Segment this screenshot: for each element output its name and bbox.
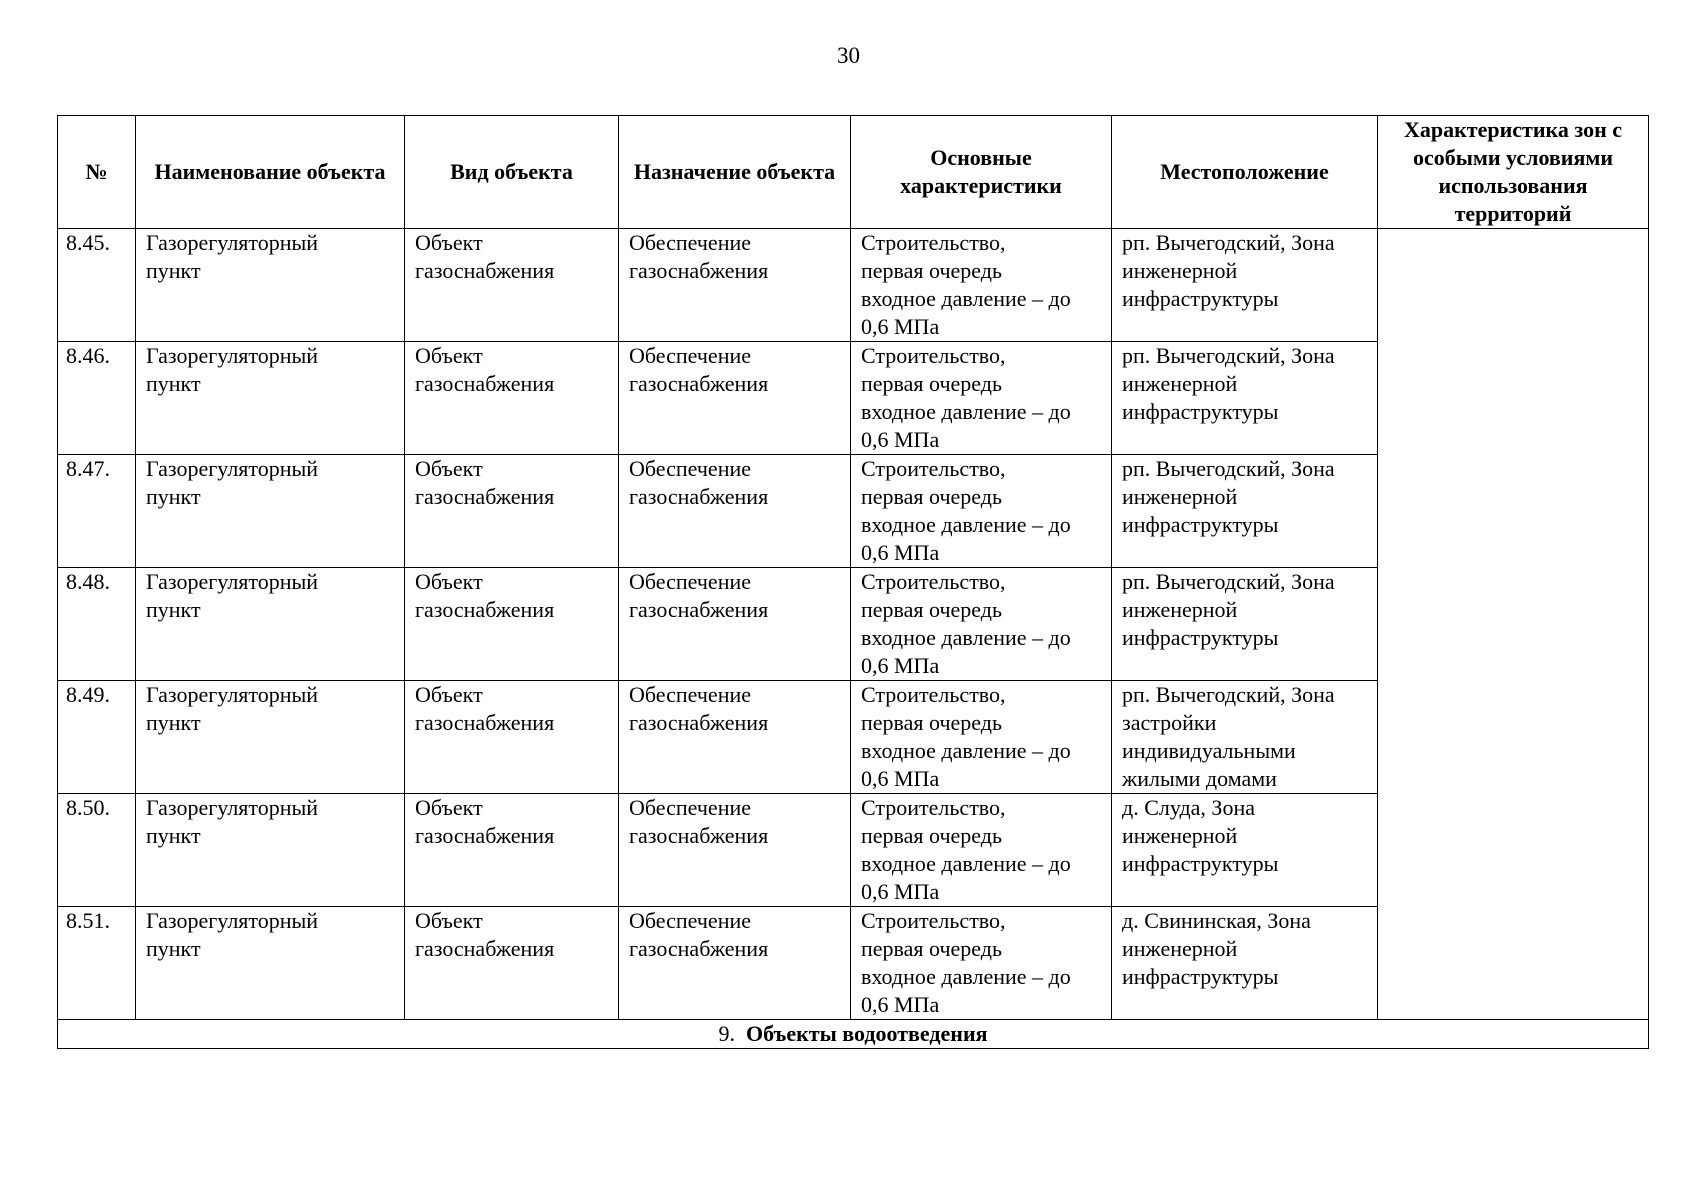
cell-name [136,455,405,568]
cell-line: газоснабжения [629,258,769,283]
cell-line: Строительство, [861,230,1006,255]
cell-line: газоснабжения [629,823,769,848]
cell-line: инфраструктуры [1122,625,1279,650]
cell-line: инфраструктуры [1122,851,1279,876]
cell-line: Газорегуляторный [146,230,319,255]
cell-name [136,568,405,681]
cell-line: инженерной [1122,823,1238,848]
cell-line: газоснабжения [629,371,769,396]
cell-name [136,342,405,455]
cell-line: инженерной [1122,597,1238,622]
cell-type [405,681,619,794]
cell-line: первая очередь [861,823,1002,848]
cell-line: первая очередь [861,936,1002,961]
cell-line: Газорегуляторный [146,682,319,707]
cell-location [1112,907,1378,1020]
cell-line: 0,6 МПа [861,540,940,565]
cell-line: Строительство, [861,456,1006,481]
row-number: 8.51. [58,907,136,1020]
cell-line: газоснабжения [415,484,555,509]
cell-line: пункт [146,936,201,961]
cell-type [405,342,619,455]
cell-line: первая очередь [861,484,1002,509]
cell-line: инфраструктуры [1122,286,1279,311]
cell-purpose [619,342,851,455]
cell-line: пункт [146,371,201,396]
cell-line: инженерной [1122,936,1238,961]
cell-characteristics [851,229,1112,342]
section-row [58,1020,1649,1049]
cell-line: Объект [415,795,483,820]
cell-line: Обеспечение [629,569,751,594]
cell-line: рп. Вычегодский, Зона [1122,456,1335,481]
cell-line: Обеспечение [629,230,751,255]
cell-type [405,794,619,907]
cell-line: рп. Вычегодский, Зона [1122,343,1335,368]
cell-line: Газорегуляторный [146,456,319,481]
cell-line: инфраструктуры [1122,399,1279,424]
header-zones: Характеристика зон с особыми условиями использования территорий [1378,116,1649,229]
cell-line: Обеспечение [629,682,751,707]
cell-line: пункт [146,823,201,848]
cell-characteristics [851,455,1112,568]
cell-line: Объект [415,343,483,368]
header-location: Местоположение [1112,116,1378,229]
cell-location [1112,794,1378,907]
header-purpose: Назначение объекта [619,116,851,229]
cell-line: газоснабжения [415,371,555,396]
cell-name [136,229,405,342]
cell-line: пункт [146,258,201,283]
cell-line: д. Свининская, Зона [1122,908,1311,933]
cell-line: Объект [415,569,483,594]
row-number: 8.48. [58,568,136,681]
header-num: № [58,116,136,229]
cell-line: инфраструктуры [1122,964,1279,989]
cell-purpose [619,794,851,907]
cell-line: Обеспечение [629,456,751,481]
cell-line: индивидуальными [1122,738,1296,763]
cell-line: первая очередь [861,597,1002,622]
cell-line: 0,6 МПа [861,879,940,904]
cell-line: входное давление – до [861,625,1071,650]
cell-line: Газорегуляторный [146,343,319,368]
cell-line: инженерной [1122,484,1238,509]
cell-line: первая очередь [861,371,1002,396]
cell-line: газоснабжения [415,823,555,848]
cell-line: газоснабжения [415,597,555,622]
cell-location [1112,455,1378,568]
table-row [58,229,1649,342]
cell-line: Строительство, [861,795,1006,820]
cell-line: Объект [415,230,483,255]
cell-name [136,794,405,907]
cell-line: Газорегуляторный [146,569,319,594]
cell-line: входное давление – до [861,286,1071,311]
cell-line: газоснабжения [629,484,769,509]
section-title: Объекты водоотведения [745,1021,988,1046]
cell-line: Обеспечение [629,795,751,820]
cell-line: 0,6 МПа [861,427,940,452]
cell-line: инфраструктуры [1122,512,1279,537]
cell-zones [1378,229,1649,1020]
cell-purpose [619,568,851,681]
cell-characteristics [851,568,1112,681]
cell-line: пункт [146,484,201,509]
cell-line: рп. Вычегодский, Зона [1122,682,1335,707]
cell-line: Обеспечение [629,908,751,933]
cell-line: первая очередь [861,258,1002,283]
cell-purpose [619,907,851,1020]
cell-line: инженерной [1122,258,1238,283]
cell-name [136,907,405,1020]
cell-line: газоснабжения [629,597,769,622]
cell-line: входное давление – до [861,964,1071,989]
row-number: 8.47. [58,455,136,568]
cell-line: 0,6 МПа [861,766,940,791]
cell-line: Объект [415,908,483,933]
cell-characteristics [851,907,1112,1020]
section-heading [58,1020,1649,1049]
page-number: 30 [837,43,860,68]
cell-name [136,681,405,794]
cell-line: первая очередь [861,710,1002,735]
cell-line: входное давление – до [861,512,1071,537]
header-type: Вид объекта [405,116,619,229]
cell-type [405,568,619,681]
cell-line: Объект [415,456,483,481]
objects-table [57,115,1649,1049]
cell-line: Строительство, [861,343,1006,368]
cell-location [1112,568,1378,681]
cell-line: жилыми домами [1122,766,1277,791]
cell-characteristics [851,681,1112,794]
cell-line: Газорегуляторный [146,795,319,820]
cell-line: газоснабжения [415,936,555,961]
cell-location [1112,342,1378,455]
row-number: 8.49. [58,681,136,794]
header-characteristics: Основные характеристики [851,116,1112,229]
cell-line: 0,6 МПа [861,653,940,678]
cell-line: Обеспечение [629,343,751,368]
cell-line: д. Слуда, Зона [1122,795,1255,820]
cell-line: 0,6 МПа [861,992,940,1017]
cell-line: 0,6 МПа [861,314,940,339]
row-number: 8.45. [58,229,136,342]
cell-line: Строительство, [861,908,1006,933]
cell-purpose [619,229,851,342]
cell-line: рп. Вычегодский, Зона [1122,569,1335,594]
cell-line: инженерной [1122,371,1238,396]
header-name: Наименование объекта [136,116,405,229]
cell-line: газоснабжения [629,710,769,735]
cell-line: пункт [146,710,201,735]
cell-type [405,455,619,568]
cell-line: застройки [1122,710,1217,735]
cell-type [405,229,619,342]
cell-location [1112,229,1378,342]
section-number: 9. [718,1021,735,1046]
cell-line: Строительство, [861,569,1006,594]
cell-line: рп. Вычегодский, Зона [1122,230,1335,255]
cell-characteristics [851,794,1112,907]
cell-line: газоснабжения [415,710,555,735]
cell-line: газоснабжения [415,258,555,283]
table-header-row [58,116,1649,229]
row-number: 8.46. [58,342,136,455]
cell-line: Строительство, [861,682,1006,707]
cell-line: пункт [146,597,201,622]
cell-line: Объект [415,682,483,707]
cell-characteristics [851,342,1112,455]
cell-purpose [619,681,851,794]
cell-type [405,907,619,1020]
row-number: 8.50. [58,794,136,907]
cell-line: газоснабжения [629,936,769,961]
cell-location [1112,681,1378,794]
cell-purpose [619,455,851,568]
cell-line: Газорегуляторный [146,908,319,933]
cell-line: входное давление – до [861,851,1071,876]
cell-line: входное давление – до [861,738,1071,763]
table-body [58,229,1649,1049]
cell-line: входное давление – до [861,399,1071,424]
